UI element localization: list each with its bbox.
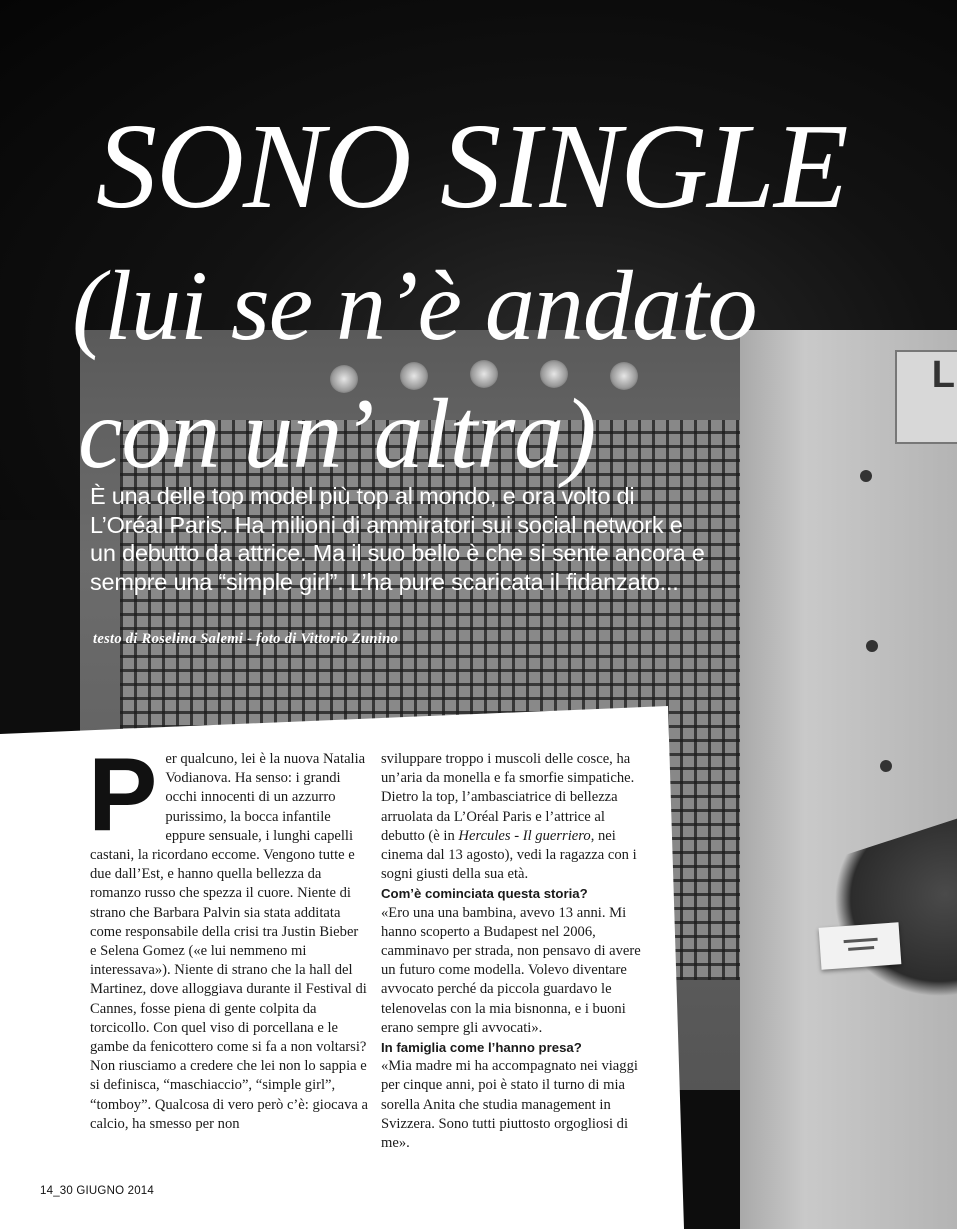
screw-hole xyxy=(880,760,892,772)
headline-line-3: con un’altra) xyxy=(78,378,596,489)
article-column-1 xyxy=(88,737,368,1134)
photo-business-card xyxy=(819,922,902,969)
article-column-2 xyxy=(381,750,649,1153)
drop-cap: P xyxy=(88,737,158,853)
standfirst: È una delle top model più top al mondo, e ora volto di L’Oréal Paris. Ha milioni di ammiratori sui social network e un debutto da attrice. Ma il suo bello è che si sente ancora e sempre una “simple girl”. L’ha pure scaricata il fidanzato... xyxy=(90,483,705,595)
headline-line-2: (lui se n’è andato xyxy=(72,250,757,361)
page-folio: 14_30 GIUGNO 2014 xyxy=(40,1185,154,1197)
interview-answer: «Ero una una bambina, avevo 13 anni. Mi hanno scoperto a Budapest nel 2006, camminavo per strada, non pensavo di avere un futuro come modella. Volevo diventare avvocato perché da piccola guardavo le telenovelas con la mia bisnonna, e i buoni erano sempre gli avvocati». xyxy=(381,904,641,1036)
headline xyxy=(70,92,950,498)
byline: testo di Roselina Salemi - foto di Vittorio Zunino xyxy=(93,631,399,647)
column-2-intro: sviluppare troppo i muscoli delle cosce, ha un’aria da monella e fa smorfie simpatiche. Dietro la top, l’ambasciatrice di bellezza arruolata da L’Oréal Paris e l’attrice al debutto (è in Hercules - Il guerriero, nei cinema dal 13 agosto), vedi la ragazza con i sogni giusti della sua età. xyxy=(381,751,637,883)
headline-line-1: SONO SINGLE xyxy=(96,99,848,234)
column-1-text: er qualcuno, lei è la nuova Natalia Vodianova. Ha senso: i grandi occhi innocenti di un azzurro purissimo, la bocca infantile eppure sensuale, i lunghi capelli castani, la ricordano eccome. Vengono tutte e due dall’Est, e hanno quella bellezza da romanzo russo che spezza il cuore. Niente di strano che Barbara Palvin sia stata additata come responsabile della crisi tra Justin Bieber e Selena Gomez («e lui nemmeno mi interessava»). Niente di strano che la hall del Martinez, dove alloggiava durante il Festival di Cannes, fosse piena di gente colpita da torcicollo. Con quel viso di porcellana e le gambe da fenicottero come si fa a non voltarsi? Non riusciamo a credere che lei non lo sappia e si definisca, “maschiaccio”, “simple girl”, “tomboy”. Qualcosa di vero però c’è: giocava a calcio, ha smesso per non xyxy=(90,751,368,1132)
screw-hole xyxy=(866,640,878,652)
interview-answer: «Mia madre mi ha accompagnato nei viaggi per cinque anni, poi è stato il turno di mia sorella Anita che studia management in Svizzera. Sono tutti piuttosto orgogliosi di me». xyxy=(381,1058,638,1152)
film-title: Hercules - Il guerriero xyxy=(458,827,591,844)
sign-letter: L xyxy=(931,354,955,396)
interview-question: In famiglia come l’hanno presa? xyxy=(381,1040,582,1056)
interview-question: Com’è cominciata questa storia? xyxy=(381,886,588,902)
